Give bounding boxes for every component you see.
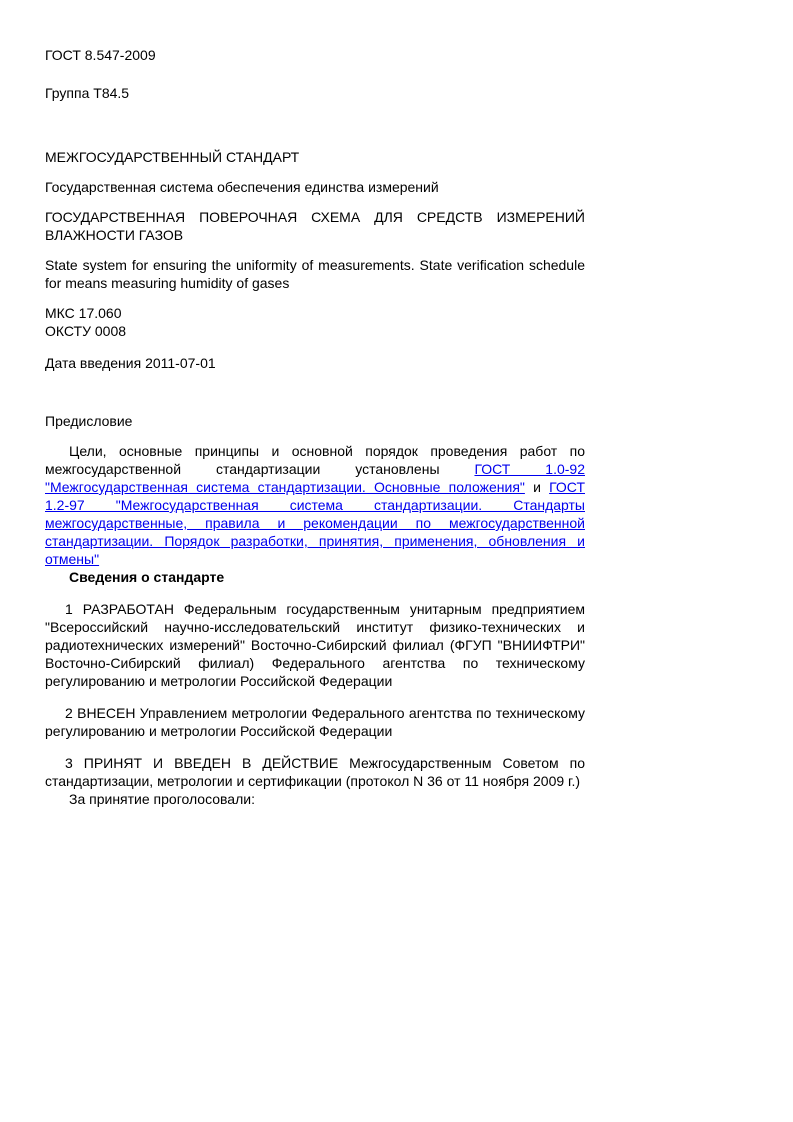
- document-title: ГОСУДАРСТВЕННАЯ ПОВЕРОЧНАЯ СХЕМА ДЛЯ СРЕДСТВ ИЗМЕРЕНИЙ ВЛАЖНОСТИ ГАЗОВ: [45, 209, 585, 243]
- about-standard-heading: Сведения о стандарте: [69, 569, 225, 585]
- about-item-adopted: 3 ПРИНЯТ И ВВЕДЕН В ДЕЙСТВИЕ Межгосударственным Советом по стандартизации, метрологии и сертификации (протокол N 36 от 11 ноября 2009 г.): [45, 755, 585, 789]
- gost-number: ГОСТ 8.547-2009: [45, 47, 156, 63]
- standard-category: МЕЖГОСУДАРСТВЕННЫЙ СТАНДАРТ: [45, 149, 300, 165]
- gost-1-2-97-link[interactable]: ГОСТ 1.2-97 "Межгосударственная система стандартизации. Стандарты межгосударственные, правила и рекомендации по межгосударственной стандартизации. Порядок разработки, принятия, применения, обновления и отмены": [45, 479, 585, 567]
- about-item-developed: 1 РАЗРАБОТАН Федеральным государственным унитарным предприятием "Всероссийский научно-исследовательский институт физико-технических и радиотехнических измерений" Восточно-Сибирский филиал (ФГУП "ВНИИФТРИ" Восточно-Сибирский филиал) Федерального агентства по техническому регулированию и метрологии Российской Федерации: [45, 601, 585, 689]
- foreword-heading: Предисловие: [45, 413, 133, 429]
- voted-for-adoption: За принятие проголосовали:: [69, 791, 255, 807]
- foreword-paragraph: [45, 442, 585, 568]
- gost-1-0-92-link[interactable]: ГОСТ 1.0-92 "Межгосударственная система стандартизации. Основные положения": [45, 461, 585, 495]
- foreword-conjunction: и: [524, 479, 550, 495]
- okstu-code: ОКСТУ 0008: [45, 323, 127, 339]
- foreword-text: Цели, основные принципы и основной порядок проведения работ по межгосударственной стандартизации установлены: [45, 443, 585, 477]
- document-page: [45, 46, 585, 808]
- group-code: Группа Т84.5: [45, 85, 130, 101]
- introduction-date: Дата введения 2011-07-01: [45, 355, 216, 371]
- about-item-submitted: 2 ВНЕСЕН Управлением метрологии Федерального агентства по техническому регулированию и метрологии Российской Федерации: [45, 705, 585, 739]
- mks-code: МКС 17.060: [45, 305, 122, 321]
- document-title-english: State system for ensuring the uniformity of measurements. State verification schedule for means measuring humidity of gases: [45, 257, 585, 291]
- system-name: Государственная система обеспечения единства измерений: [45, 179, 439, 195]
